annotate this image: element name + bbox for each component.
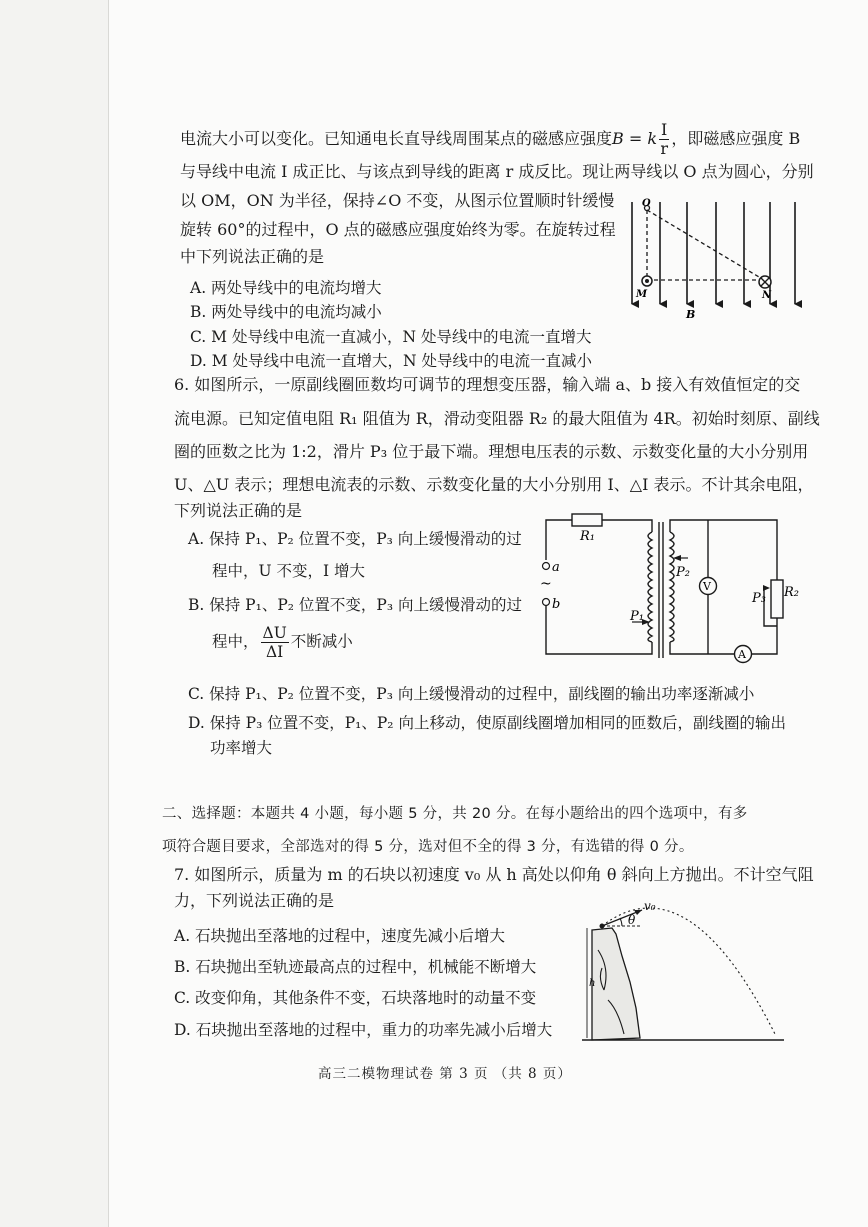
q5-option-b: B. 两处导线中的电流均减小 bbox=[190, 303, 382, 321]
q7-line-1: 7. 如图所示，质量为 m 的石块以初速度 v₀ 从 h 高处以仰角 θ 斜向上方抛出。不计空气阻 bbox=[174, 865, 814, 884]
q7-option-d: D. 石块抛出至落地的过程中，重力的功率先减小后增大 bbox=[174, 1021, 553, 1039]
label-v0: v₀ bbox=[644, 899, 656, 913]
q5-line-5: 中下列说法正确的是 bbox=[180, 247, 325, 266]
label-theta: θ bbox=[628, 913, 636, 927]
q6-option-b-suffix: 不断减小 bbox=[290, 632, 353, 651]
q7-option-c: C. 改变仰角，其他条件不变，石块落地时的动量不变 bbox=[174, 989, 537, 1007]
formula-denominator: r bbox=[660, 139, 669, 158]
formula-fraction bbox=[659, 121, 669, 158]
label-n: N bbox=[762, 290, 772, 301]
figure-q5-magnetic-field bbox=[612, 192, 812, 322]
q5-text-1a: 电流大小可以变化。已知通电长直导线周围某点的磁感应强度 bbox=[180, 129, 613, 148]
formula-b bbox=[612, 120, 671, 158]
section-2-line-2: 项符合题目要求，全部选对的得 5 分，选对但不全的得 3 分，有选错的得 0 分。 bbox=[162, 839, 694, 855]
ammeter-label: A bbox=[738, 648, 746, 661]
q5-text-1b: ，即磁感应强度 B bbox=[671, 129, 801, 148]
formula-numerator: I bbox=[661, 120, 668, 139]
label-p3: P₃ bbox=[752, 591, 766, 606]
ac-source-icon: ~ bbox=[540, 576, 552, 592]
q6-option-b-prefix: 程中， bbox=[212, 632, 259, 651]
label-r1: R₁ bbox=[580, 529, 595, 544]
label-p2: P₂ bbox=[676, 565, 690, 580]
q7-option-b: B. 石块抛出至轨迹最高点的过程中，机械能不断增大 bbox=[174, 958, 537, 976]
q6-option-b-line2 bbox=[212, 624, 353, 661]
q6-option-c: C. 保持 P₁、P₂ 位置不变，P₃ 向上缓慢滑动的过程中，副线圈的输出功率逐渐减小 bbox=[188, 685, 755, 703]
section-2-line-1: 二、选择题：本题共 4 小题，每小题 5 分，共 20 分。在每小题给出的四个选项中，有多 bbox=[162, 806, 748, 822]
q5-line-4: 旋转 60°的过程中，O 点的磁感应强度始终为零。在旋转过程 bbox=[180, 220, 616, 239]
q5-option-a: A. 两处导线中的电流均增大 bbox=[190, 279, 382, 297]
label-o: O bbox=[642, 198, 651, 209]
q5-option-d: D. M 处导线中电流一直增大，N 处导线中的电流一直减小 bbox=[190, 352, 593, 370]
figure-q7-projectile bbox=[578, 890, 788, 1050]
label-b: B bbox=[686, 308, 696, 321]
q6-line-1: 6. 如图所示，一原副线圈匝数均可调节的理想变压器，输入端 a、b 接入有效值恒定的交 bbox=[174, 375, 801, 394]
label-h: h bbox=[589, 978, 596, 989]
q6-line-2: 流电源。已知定值电阻 R₁ 阻值为 R，滑动变阻器 R₂ 的最大阻值为 4R。初始时刻原、副线 bbox=[174, 409, 820, 428]
q6-fraction-den: ΔI bbox=[265, 643, 284, 661]
field-lines bbox=[632, 202, 795, 304]
voltmeter-label: V bbox=[703, 580, 711, 593]
q5-line-1 bbox=[180, 121, 800, 158]
q7-line-2: 力，下列说法正确的是 bbox=[174, 891, 335, 910]
q5-line-2: 与导线中电流 I 成正比、与该点到导线的距离 r 成反比。现让两导线以 O 点为圆心，分别 bbox=[180, 162, 814, 181]
q6-option-d-line2: 功率增大 bbox=[210, 739, 273, 757]
terminal-b-icon bbox=[543, 599, 550, 606]
q6-option-d-line1: D. 保持 P₃ 位置不变，P₁、P₂ 向上移动，使原副线圈增加相同的匝数后，副线圈的输出 bbox=[188, 714, 786, 732]
q6-line-4: U、△U 表示；理想电流表的示数、示数变化量的大小分别用 I、△I 表示。不计其余电阻， bbox=[174, 475, 814, 494]
q6-line-3: 圈的匝数之比为 1:2，滑片 P₃ 位于最下端。理想电压表的示数、示数变化量的大小分别用 bbox=[174, 442, 809, 461]
q6-option-b-line1: B. 保持 P₁、P₂ 位置不变，P₃ 向上缓慢滑动的过 bbox=[188, 596, 522, 614]
q6-fraction-num: ΔU bbox=[262, 624, 287, 642]
q6-option-a-line1: A. 保持 P₁、P₂ 位置不变，P₃ 向上缓慢滑动的过 bbox=[188, 530, 522, 548]
label-r2: R₂ bbox=[784, 585, 799, 600]
q5-line-3: 以 OM，ON 为半径，保持∠O 不变，从图示位置顺时针缓慢 bbox=[180, 191, 615, 210]
q6-fraction bbox=[261, 624, 289, 661]
terminal-a-icon bbox=[543, 563, 550, 570]
label-p1: P₁ bbox=[630, 609, 644, 624]
q6-option-a-line2: 程中，U 不变，I 增大 bbox=[212, 562, 366, 580]
q6-line-5: 下列说法正确的是 bbox=[174, 501, 303, 520]
label-b: b bbox=[552, 597, 561, 612]
q7-option-a: A. 石块抛出至落地的过程中，速度先减小后增大 bbox=[174, 927, 506, 945]
page-footer: 高三二模物理试卷 第 3 页 （共 8 页） bbox=[318, 1066, 572, 1082]
cliff-icon bbox=[592, 928, 640, 1040]
formula-lhs: B = k bbox=[612, 129, 658, 148]
stone-icon bbox=[600, 924, 605, 929]
label-a: a bbox=[552, 560, 560, 575]
q5-option-c: C. M 处导线中电流一直减小，N 处导线中的电流一直增大 bbox=[190, 328, 592, 346]
figure-q6-transformer-circuit bbox=[532, 508, 799, 668]
label-m: M bbox=[636, 289, 648, 300]
